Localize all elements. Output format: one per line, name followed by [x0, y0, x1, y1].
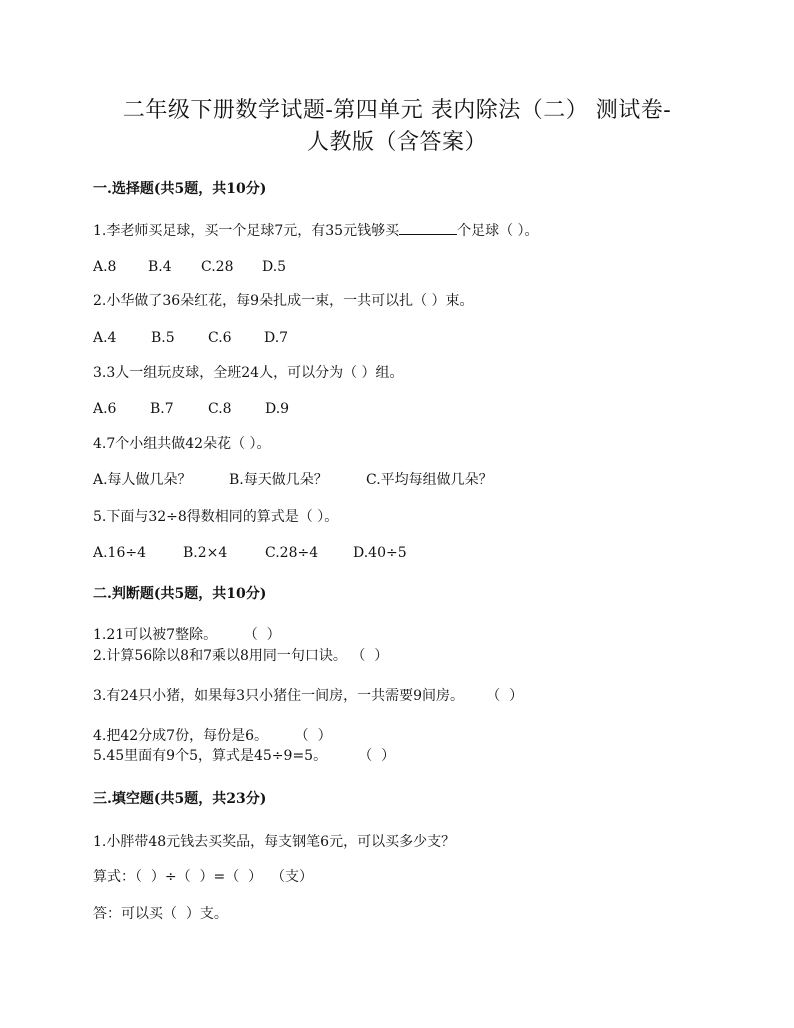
section-heading-choice: 一.选择题(共5题，共10分) — [93, 181, 267, 197]
option-b: B.4 — [148, 259, 172, 275]
option-d: D.7 — [264, 330, 289, 346]
question-choice-5: 5.下面与32÷8得数相同的算式是（ ）。 — [93, 509, 339, 525]
option-a: A.6 — [93, 401, 117, 417]
question-judge-1: 1.21可以被7整除。 （ ） — [93, 627, 281, 643]
option-c: C.28 — [201, 259, 234, 275]
option-b: B.2×4 — [183, 545, 228, 561]
question-judge-3: 3.有24只小猪，如果每3只小猪住一间房，一共需要9间房。 （ ） — [93, 688, 524, 704]
question-text: 1.李老师买足球，买一个足球7元，有35元钱够买 — [93, 223, 400, 239]
option-c: C.平均每组做几朵？ — [366, 472, 493, 488]
option-a: A.16÷4 — [93, 545, 147, 561]
question-fill-1: 1.小胖带48元钱去买奖品，每支钢笔6元，可以买多少支？ — [93, 834, 456, 850]
section-heading-judge: 二.判断题(共5题，共10分) — [93, 586, 267, 602]
option-d: D.5 — [262, 259, 287, 275]
question-choice-3: 3.3人一组玩皮球，全班24人，可以分为（ ）组。 — [93, 365, 404, 381]
option-c: C.28÷4 — [265, 545, 319, 561]
option-d: D.9 — [265, 401, 290, 417]
option-d: D.40÷5 — [353, 545, 407, 561]
option-a: A.8 — [93, 259, 117, 275]
answer-blank — [399, 220, 457, 235]
options-choice-5 — [93, 543, 407, 563]
section-heading-fill: 三.填空题(共5题，共23分) — [93, 791, 267, 807]
document-title-line1: 二年级下册数学试题-第四单元 表内除法（二） 测试卷- — [122, 98, 672, 123]
question-judge-4: 4.把42分成7份，每份是6。 （ ） — [93, 728, 332, 744]
option-a: A.4 — [93, 330, 117, 346]
option-a: A.每人做几朵？ — [93, 472, 192, 488]
options-choice-2 — [93, 328, 288, 348]
option-b: B.5 — [151, 330, 175, 346]
options-choice-1 — [93, 257, 286, 277]
option-c: C.6 — [208, 330, 232, 346]
options-choice-3 — [93, 399, 289, 419]
question-choice-1 — [93, 220, 539, 241]
options-choice-4 — [93, 470, 493, 490]
question-judge-2: 2.计算56除以8和7乘以8用同一句口诀。 （ ） — [93, 648, 389, 664]
question-choice-4: 4.7个小组共做42朵花（ ）。 — [93, 436, 271, 452]
option-b: B.7 — [150, 401, 174, 417]
option-b: B.每天做几朵？ — [229, 472, 328, 488]
question-fill-1-answer: 答：可以买（ ）支。 — [93, 906, 228, 922]
question-choice-2: 2.小华做了36朵红花，每9朵扎成一束，一共可以扎（ ）束。 — [93, 293, 474, 309]
option-c: C.8 — [208, 401, 232, 417]
document-title-line2: 人教版（含答案） — [306, 130, 487, 155]
question-text: 个足球（ ）。 — [457, 223, 539, 239]
question-fill-1-formula: 算式：（ ）÷（ ）=（ ） （支） — [93, 869, 314, 885]
question-judge-5: 5.45里面有9个5，算式是45÷9=5。 （ ） — [93, 748, 396, 764]
